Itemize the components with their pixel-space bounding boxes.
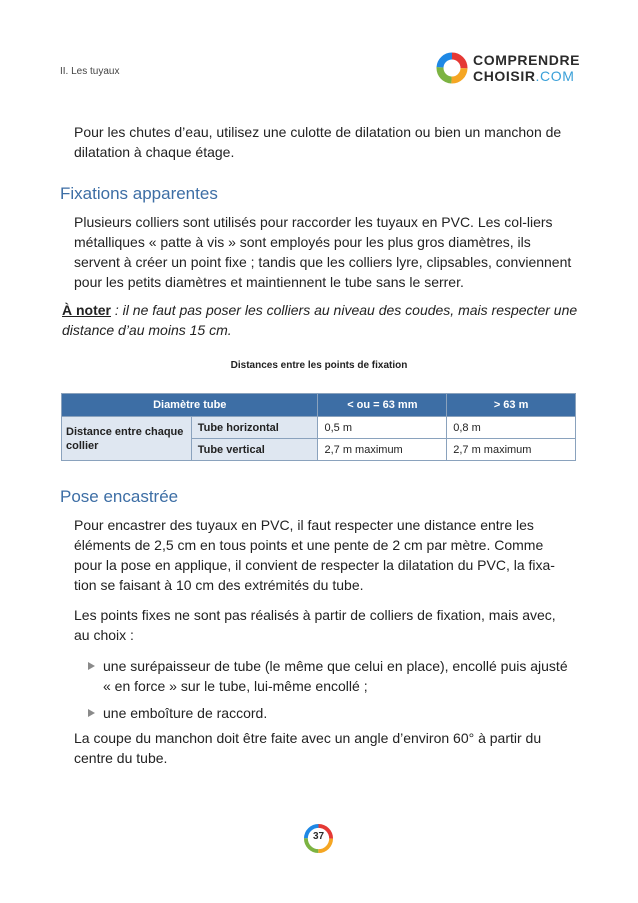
- header-diameter: Diamètre tube: [62, 394, 318, 417]
- bullet-arrow-icon: [88, 662, 95, 670]
- bullet-arrow-icon: [88, 709, 95, 717]
- logo-line1: COMPRENDRE: [473, 52, 581, 68]
- row-header-distance: Distance entre chaque collier: [62, 417, 192, 461]
- cell-vertical-large: 2,7 m maximum: [447, 439, 576, 461]
- bullet-text: une surépaisseur de tube (le même que celui en place), encollé puis ajusté « en force » sur le tube, lui-même encollé ;: [103, 658, 568, 694]
- pose-paragraph-2: Les points fixes ne sont pas réalisés à partir de colliers de fixation, mais avec, au choix :: [74, 607, 556, 643]
- fixation-table: [61, 393, 576, 461]
- note-block: [62, 300, 582, 340]
- logo-ring-icon: [436, 52, 468, 84]
- section-heading-pose: Pose encastrée: [60, 487, 179, 506]
- intro-paragraph: Pour les chutes d’eau, utilisez une culotte de dilatation ou bien un manchon de dilatation à chaque étage.: [74, 124, 562, 160]
- logo-wordmark: [473, 52, 580, 84]
- note-text: : il ne faut pas poser les colliers au niveau des coudes, mais respecter une distance d’au moins 15 cm.: [62, 302, 578, 338]
- list-item: [88, 703, 578, 723]
- logo-suffix: .COM: [535, 68, 575, 84]
- fixations-paragraph: Plusieurs colliers sont utilisés pour raccorder les tuyaux en PVC. Les col-liers métalliques « patte à vis » sont employés pour les plus gros diamètres, ils servent à créer un point fixe ; tandis que les colliers lyre, clipsables, conviennent pour les petits diamètres et maintiennent le tube sans le serrer.: [74, 214, 572, 290]
- note-label: À noter: [62, 302, 111, 318]
- chapter-title: II. Les tuyaux: [60, 66, 120, 77]
- table-caption: Distances entre les points de fixation: [230, 360, 408, 371]
- header-small: < ou = 63 mm: [318, 394, 447, 417]
- page-number: 37: [312, 831, 325, 842]
- cell-vertical-small: 2,7 m maximum: [318, 439, 447, 461]
- list-item: [88, 656, 578, 696]
- logo-line2: CHOISIR: [473, 68, 536, 84]
- section-heading-fixations: Fixations apparentes: [60, 184, 218, 203]
- cell-horizontal-large: 0,8 m: [447, 417, 576, 439]
- header-large: > 63 m: [447, 394, 576, 417]
- pose-paragraph-3: La coupe du manchon doit être faite avec un angle d’environ 60° à partir du centre du tube.: [74, 730, 542, 766]
- brand-logo: [436, 50, 596, 90]
- bullet-list: [88, 656, 578, 730]
- cell-horizontal-small: 0,5 m: [318, 417, 447, 439]
- table-header-row: [62, 394, 576, 417]
- bullet-text: une emboîture de raccord.: [103, 705, 268, 721]
- row-label-horizontal: Tube horizontal: [191, 417, 318, 439]
- row-label-vertical: Tube vertical: [191, 439, 318, 461]
- table-row: [62, 417, 576, 439]
- pose-paragraph-1: Pour encastrer des tuyaux en PVC, il faut respecter une distance entre les éléments de 2,5 cm en tous points et une pente de 2 cm par mètre. Comme pour la pose en applique, il convient de respecter la dilatation du PVC, la fixa-tion se faisant à 10 cm des extrémités du tube.: [74, 517, 555, 593]
